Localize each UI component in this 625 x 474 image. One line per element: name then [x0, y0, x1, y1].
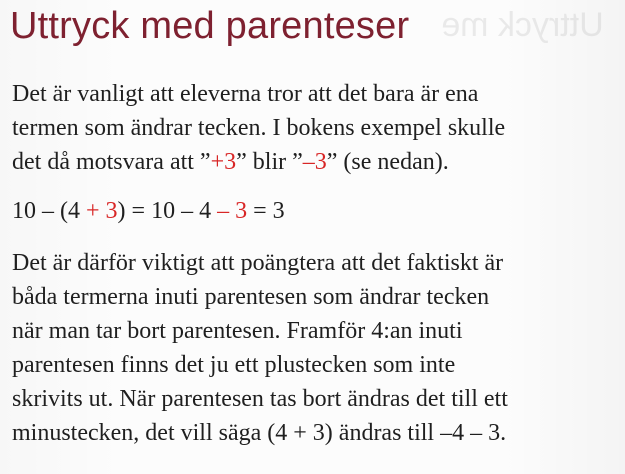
- paragraph-1-red-minus-three: –3: [302, 149, 327, 175]
- paragraph-1-line-3-prefix: det då motsvara att ”: [12, 149, 211, 175]
- formula-example: [12, 196, 285, 226]
- paragraph-2-line-2: båda termerna inuti parentesen som ändrar tecken: [12, 284, 490, 310]
- paragraph-2-line-3: när man tar bort parentesen. Framför 4:an inuti: [12, 318, 463, 344]
- paragraph-2-line-4: parentesen finns det ju ett plustecken som inte: [12, 352, 456, 378]
- paragraph-1: [12, 77, 616, 179]
- formula-red-minus-three: – 3: [217, 198, 248, 224]
- paragraph-1-line-3: [12, 145, 616, 179]
- paragraph-1-line-3-suffix: ” (se nedan).: [326, 149, 449, 175]
- formula-red-plus-three: + 3: [86, 198, 118, 224]
- bleedthrough-ghost-text: [420, 6, 625, 54]
- paragraph-2-line-1: Det är därför viktigt att poängtera att det faktiskt är: [12, 250, 504, 276]
- ghost-title: Uttryck me: [441, 6, 604, 44]
- paragraph-1-line-2: termen som ändrar tecken. I bokens exempel skulle: [12, 115, 506, 141]
- paragraph-2-line-5: skrivits ut. När parentesen tas bort ändras det till ett: [12, 386, 508, 412]
- paragraph-1-line-1: Det är vanligt att eleverna tror att det bara är ena: [12, 81, 479, 107]
- page-title: Uttryck med parenteser: [10, 5, 410, 47]
- paragraph-2: [12, 246, 616, 450]
- formula-suffix: = 3: [247, 198, 285, 224]
- paragraph-1-red-plus-three: +3: [210, 149, 237, 175]
- formula-prefix: 10 – (4: [12, 198, 86, 224]
- formula-mid: ) = 10 – 4: [117, 198, 218, 224]
- paragraph-2-line-6: minustecken, det vill säga (4 + 3) ändras till –4 – 3.: [12, 420, 507, 446]
- paragraph-1-line-3-mid: ” blir ”: [236, 149, 303, 175]
